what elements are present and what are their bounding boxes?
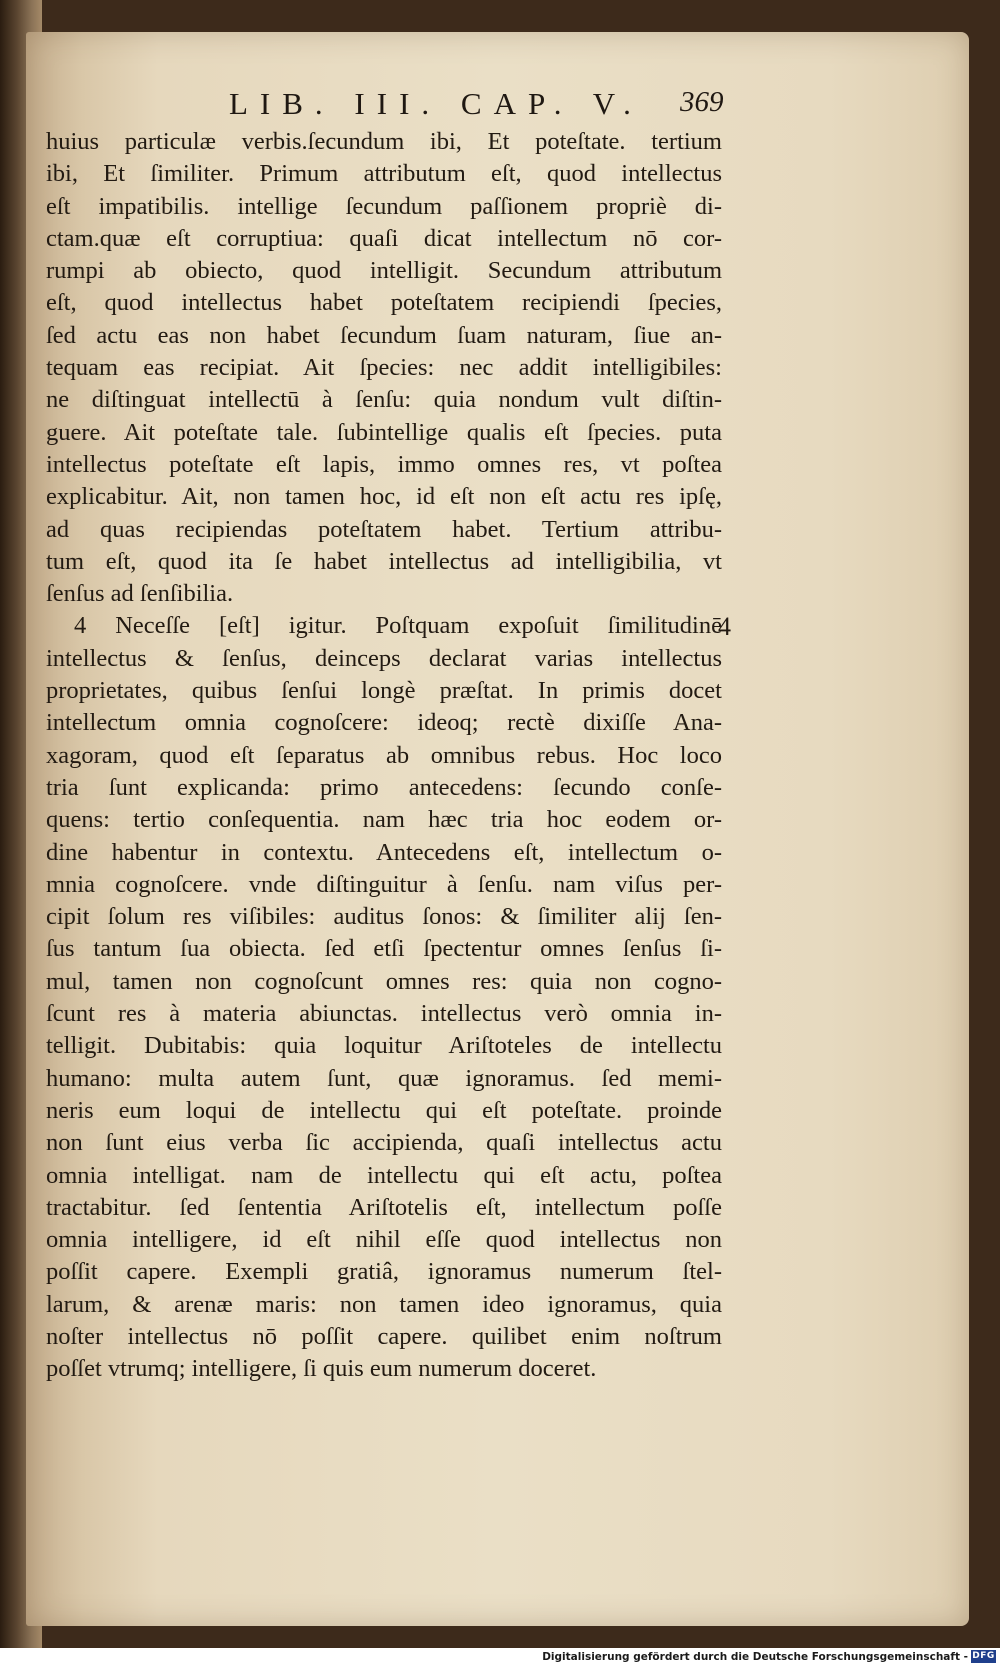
text-line: mul, tamen non cognoſcunt omnes res: quia non cogno-: [46, 967, 722, 995]
paragraph-start-line: 4 Neceſſe [eſt] igitur. Poſtquam expoſuit ſimilitudinē: [74, 612, 722, 640]
text-line: mnia cognoſcere. vnde diſtinguitur à ſenſu. nam viſus per-: [46, 870, 722, 898]
dfg-logo[interactable]: DFG: [972, 1651, 995, 1661]
section-marker: 4: [718, 612, 731, 641]
page-number: 369: [680, 86, 724, 118]
text-line: poſſit capere. Exempli gratiâ, ignoramus numerum ſtel-: [46, 1258, 722, 1286]
text-line: rumpi ab obiecto, quod intelligit. Secundum attributum: [46, 257, 722, 285]
text-line: intellectus & ſenſus, deinceps declarat varias intellectus: [46, 644, 722, 672]
text-line: cipit ſolum res viſibiles: auditus ſonos: & ſimiliter alij ſen-: [46, 903, 722, 931]
text-line: ſus tantum ſua obiecta. ſed etſi ſpectentur omnes ſenſus ſi-: [46, 935, 722, 963]
digitization-credit: Digitalisierung gefördert durch die Deutsche Forschungsgemeinschaft -: [542, 1651, 968, 1663]
text-line: tractabitur. ſed ſententia Ariſtotelis eſt, intellectum poſſe: [46, 1193, 722, 1221]
text-line: eſt, quod intellectus habet poteſtatem recipiendi ſpecies,: [46, 289, 722, 317]
text-line: humano: multa autem ſunt, quæ ignoramus. ſed memi-: [46, 1064, 722, 1092]
text-line: tequam eas recipiat. Ait ſpecies: nec addit intelligibiles:: [46, 354, 722, 382]
text-line: tum eſt, quod ita ſe habet intellectus ad intelligibilia, vt: [46, 547, 722, 575]
text-line: eſt impatibilis. intellige ſecundum paſſionem propriè di-: [46, 192, 722, 220]
text-line: xagoram, quod eſt ſeparatus ab omnibus rebus. Hoc loco: [46, 741, 722, 769]
text-line: quens: tertio conſequentia. nam hæc tria hoc eodem or-: [46, 806, 722, 834]
text-line: ſenſus ad ſenſibilia.: [46, 580, 234, 608]
text-line: ad quas recipiendas poteſtatem habet. Tertium attribu-: [46, 515, 722, 543]
text-line: guere. Ait poteſtate tale. ſubintellige qualis eſt ſpecies. puta: [46, 418, 722, 446]
text-line: omnia intelligat. nam de intellectu qui eſt actu, poſtea: [46, 1161, 722, 1189]
text-line: ſcunt res à materia abiunctas. intellectus verò omnia in-: [46, 1000, 722, 1028]
text-line: dine habentur in contextu. Antecedens eſt, intellectum o-: [46, 838, 722, 866]
body-text: [46, 126, 722, 1386]
text-line: intellectum omnia cognoſcere: ideoq; rectè dixiſſe Ana-: [46, 709, 722, 737]
text-line: noſter intellectus nō poſſit capere. quilibet enim noſtrum: [46, 1322, 722, 1350]
text-line: omnia intelligere, id eſt nihil eſſe quod intellectus non: [46, 1226, 722, 1254]
text-line: non ſunt eius verba ſic accipienda, quaſi intellectus actu: [46, 1129, 722, 1157]
text-line: ctam.quæ eſt corruptiua: quaſi dicat intellectum nō cor-: [46, 224, 722, 252]
text-line: poſſet vtrumq; intelligere, ſi quis eum numerum doceret.: [46, 1355, 597, 1383]
text-line: ſed actu eas non habet ſecundum ſuam naturam, ſiue an-: [46, 321, 722, 349]
text-line: neris eum loqui de intellectu qui eſt poteſtate. proinde: [46, 1096, 722, 1124]
text-line: telligit. Dubitabis: quia loquitur Ariſtoteles de intellectu: [46, 1032, 722, 1060]
text-line: proprietates, quibus ſenſui longè præſtat. In primis docet: [46, 677, 722, 705]
text-line: huius particulæ verbis.ſecundum ibi, Et poteſtate. tertium: [46, 128, 722, 155]
running-head: LIB. III. CAP. V.: [229, 86, 643, 121]
text-line: tria ſunt explicanda: primo antecedens: ſecundo conſe-: [46, 773, 722, 801]
text-line: explicabitur. Ait, non tamen hoc, id eſt non eſt actu res ipſę,: [46, 483, 722, 511]
text-line: larum, & arenæ maris: non tamen ideo ignoramus, quia: [46, 1290, 722, 1318]
text-line: ne diſtinguat intellectū à ſenſu: quia nondum vult diſtin-: [46, 386, 722, 414]
text-line: ibi, Et ſimiliter. Primum attributum eſt, quod intellectus: [46, 160, 722, 188]
text-line: intellectus poteſtate eſt lapis, immo omnes res, vt poſtea: [46, 450, 722, 478]
